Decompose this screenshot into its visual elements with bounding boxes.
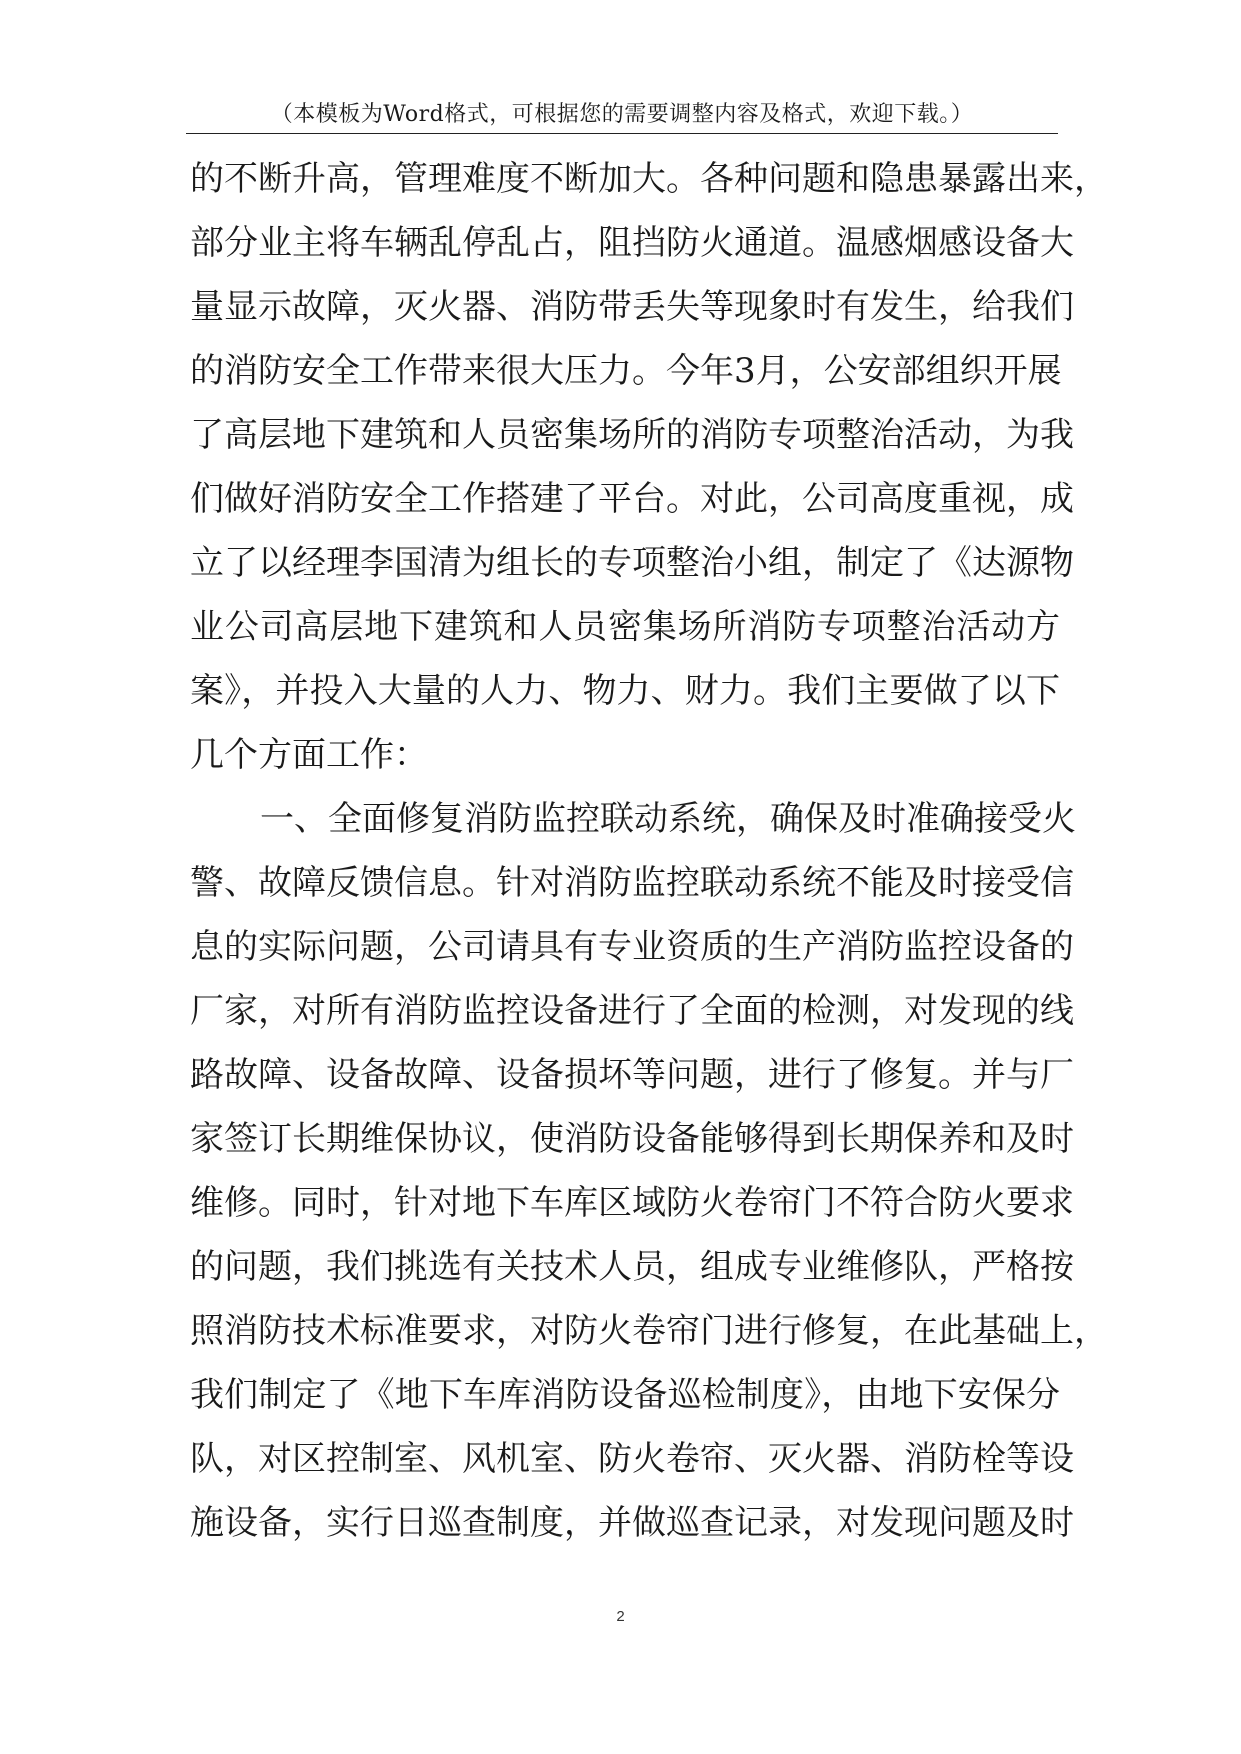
- body-line: 几个方面工作：: [190, 735, 428, 775]
- body-line: 施设备，实行日巡查制度，并做巡查记录，对发现问题及时: [190, 1503, 1074, 1543]
- body-line: 家签订长期维保协议，使消防设备能够得到长期保养和及时: [190, 1119, 1074, 1159]
- body-line: 们做好消防安全工作搭建了平台。对此，公司高度重视，成: [190, 479, 1074, 519]
- body-line: 部分业主将车辆乱停乱占，阻挡防火通道。温感烟感设备大: [190, 223, 1074, 263]
- body-line: 我们制定了《地下车库消防设备巡检制度》，由地下安保分: [190, 1375, 1060, 1415]
- body-line: 厂家，对所有消防监控设备进行了全面的检测，对发现的线: [190, 991, 1074, 1031]
- body-line: 维修。同时，针对地下车库区域防火卷帘门不符合防火要求: [190, 1183, 1074, 1223]
- body-line: 的问题，我们挑选有关技术人员，组成专业维修队，严格按: [190, 1247, 1074, 1287]
- document-body: [190, 147, 1108, 1555]
- body-line: 了高层地下建筑和人员密集场所的消防专项整治活动，为我: [190, 415, 1074, 455]
- body-line: 立了以经理李国清为组长的专项整治小组，制定了《达源物: [190, 543, 1074, 583]
- body-line: 队，对区控制室、风机室、防火卷帘、灭火器、消防栓等设: [190, 1439, 1074, 1479]
- body-line: 业公司高层地下建筑和人员密集场所消防专项整治活动方: [190, 607, 1060, 647]
- section-heading-line: 一、全面修复消防监控联动系统，确保及时准确接受火: [260, 799, 1076, 839]
- body-line: 照消防技术标准要求，对防火卷帘门进行修复，在此基础上，: [190, 1311, 1108, 1351]
- header-divider: [186, 133, 1058, 134]
- template-note-header: （本模板为Word格式，可根据您的需要调整内容及格式，欢迎下载。）: [270, 102, 974, 127]
- body-line: 量显示故障，灭火器、消防带丢失等现象时有发生，给我们: [190, 287, 1074, 327]
- page-number: 2: [616, 1608, 625, 1625]
- body-line: 路故障、设备故障、设备损坏等问题，进行了修复。并与厂: [190, 1055, 1074, 1095]
- body-line: 警、故障反馈信息。针对消防监控联动系统不能及时接受信: [190, 863, 1074, 903]
- body-line: 的消防安全工作带来很大压力。今年3月，公安部组织开展: [190, 351, 1062, 391]
- body-line: 的不断升高，管理难度不断加大。各种问题和隐患暴露出来，: [190, 159, 1108, 199]
- body-line: 案》，并投入大量的人力、物力、财力。我们主要做了以下: [190, 671, 1060, 711]
- body-line: 息的实际问题，公司请具有专业资质的生产消防监控设备的: [190, 927, 1074, 967]
